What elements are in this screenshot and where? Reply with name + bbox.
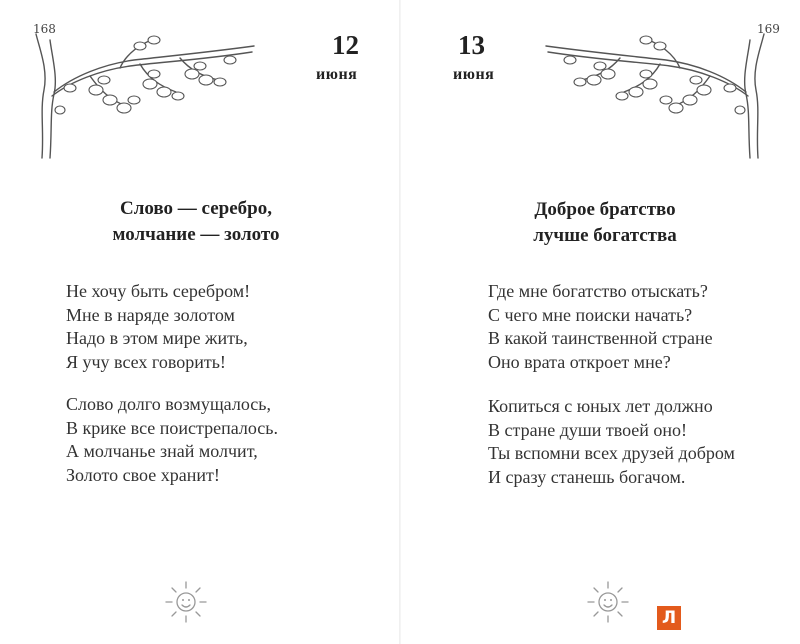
tree-branch-illustration [540,30,770,160]
poem-line: В стране души твоей оно! [488,419,688,440]
day-number: 12 [332,30,359,60]
poem-stanza [488,395,735,489]
title-line: лучше богатства [533,225,677,246]
poem-line: В крике все поистрепалось. [66,417,279,438]
day-number: 13 [458,30,485,60]
poem-stanza [66,393,278,487]
poem-line: С чего мне поиски начать? [488,304,693,325]
title-line: Доброе братство [534,199,676,220]
poem-line: Не хочу быть серебром! [66,281,251,301]
poem-title [400,197,800,249]
poem-stanza [488,280,713,374]
poem-line: Оно врата откроет мне? [488,351,671,372]
poem-line: Я учу всех говорить! [66,351,226,372]
poem-line: Копиться с юных лет должно [488,396,713,416]
poem-line: А молчанье знай молчит, [66,441,258,462]
smiling-sun-icon [163,578,209,624]
month-label: июня [453,66,495,83]
page-number: 169 [757,22,780,36]
poem-stanza [66,280,250,374]
title-line: молчание — золото [112,224,280,245]
smiling-sun-icon [585,578,631,624]
poem-line: Золото свое хранит! [66,464,220,485]
right-page [400,0,800,644]
month-label: июня [316,66,358,83]
poem-line: Мне в наряде золотом [66,304,235,325]
poem-line: Надо в этом мире жить, [66,328,248,349]
poem-line: В какой таинственной стране [488,328,713,349]
poem-line: Ты вспомни всех друзей добром [488,443,735,464]
poem-line: Слово долго возмущалось, [66,394,271,414]
page-number: 168 [33,22,56,36]
title-line: Слово — серебро, [120,198,272,219]
poem-line: Где мне богатство отыскать? [488,281,708,301]
poem-line: И сразу станешь богачом. [488,466,686,487]
publisher-logo: Л [657,606,681,630]
tree-branch-illustration [30,30,260,160]
poem-title [0,196,392,248]
